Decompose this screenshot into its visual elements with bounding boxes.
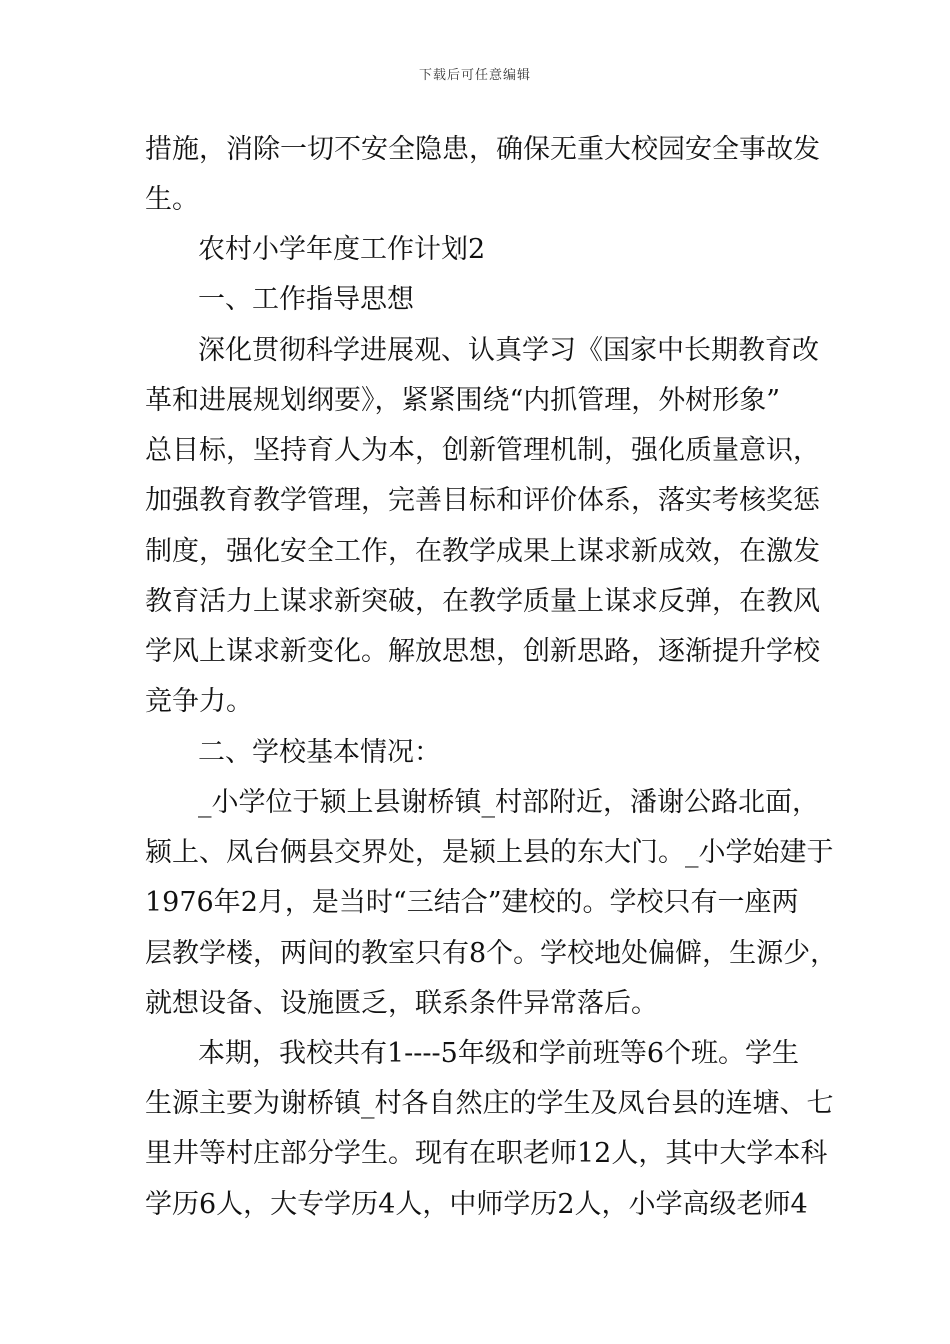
text-line: 本期，我校共有1----5年级和学前班等6个班。学生 (198, 1038, 800, 1069)
text-line: 就想设备、设施匮乏，联系条件异常落后。 (145, 988, 658, 1019)
text-line: 制度，强化安全工作，在教学成果上谋求新成效，在激发 (145, 536, 820, 567)
text-line: 总目标，坚持育人为本，创新管理机制，强化质量意识， (145, 435, 820, 466)
text-line: 加强教育教学管理，完善目标和评价体系，落实考核奖惩 (145, 485, 820, 516)
text-line: 学历6人，大专学历4人，中师学历2人，小学高级老师4 (145, 1189, 808, 1220)
text-line: 教育活力上谋求新突破，在教学质量上谋求反弹，在教风 (145, 586, 820, 617)
text-line: 里井等村庄部分学生。现有在职老师12人，其中大学本科 (145, 1138, 828, 1169)
heading-1: 一、工作指导思想 (198, 284, 414, 315)
text-line: 生。 (145, 184, 199, 215)
text-line: _小学位于颍上县谢桥镇_村部附近，潘谢公路北面， (198, 787, 819, 818)
section-title: 农村小学年度工作计划2 (198, 234, 486, 265)
text-line: 措施，消除一切不安全隐患，确保无重大校园安全事故发 (145, 134, 820, 165)
text-line: 层教学楼，两间的教室只有8个。学校地处偏僻，生源少， (145, 938, 838, 969)
text-line: 革和进展规划纲要》，紧紧围绕“内抓管理，外树形象” (145, 385, 781, 416)
text-line: 1976年2月，是当时“三结合”建校的。学校只有一座两 (145, 887, 799, 918)
text-line: 学风上谋求新变化。解放思想，创新思路，逐渐提升学校 (145, 636, 820, 667)
text-line: 深化贯彻科学进展观、认真学习《国家中长期教育改 (198, 335, 819, 366)
text-line: 颍上、凤台俩县交界处，是颍上县的东大门。_小学始建于 (145, 837, 834, 868)
page-header: 下载后可任意编辑 (418, 68, 531, 83)
text-line: 生源主要为谢桥镇_村各自然庄的学生及凤台县的连塘、七 (145, 1088, 834, 1119)
text-line: 竞争力。 (145, 686, 253, 717)
heading-2: 二、学校基本情况： (198, 737, 441, 768)
